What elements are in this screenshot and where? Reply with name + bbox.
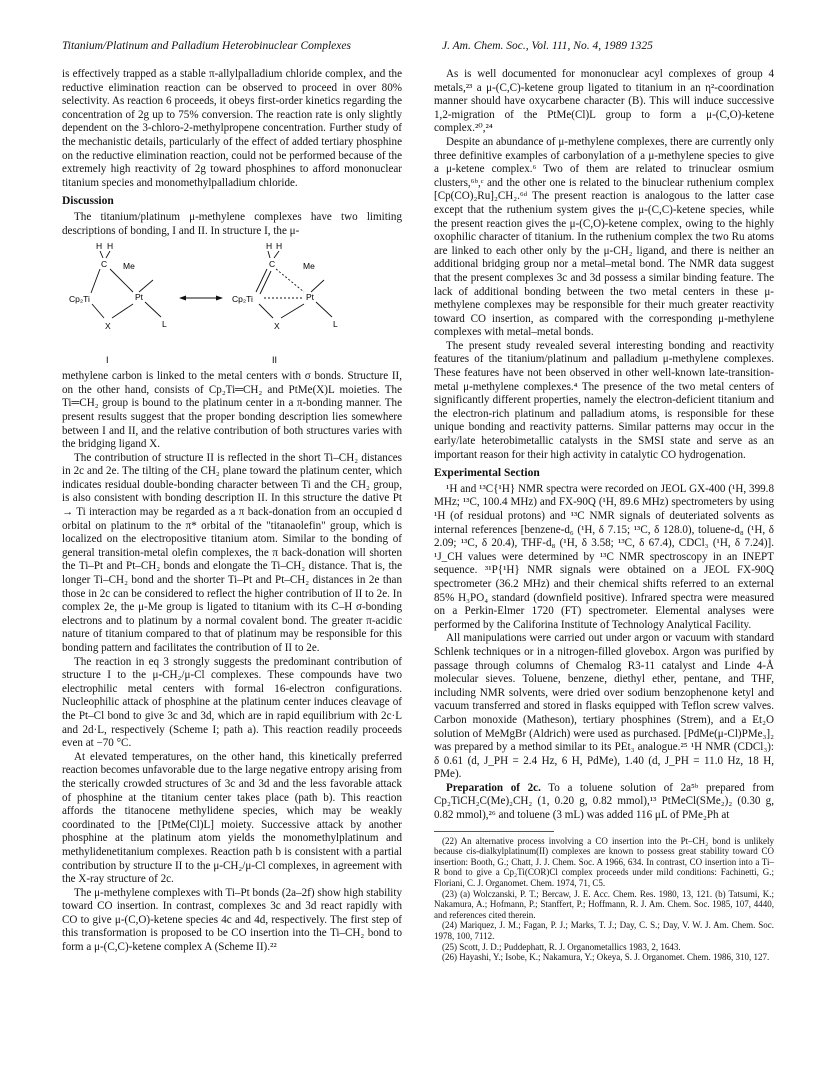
footnote: (24) Mariquez, J. M.; Fagan, P. J.; Marks, T. J.; Day, C. S.; Day, V. W. J. Am. Chem. Soc. 1978, 100, 7112. xyxy=(434,920,774,941)
l-ligand-label: L xyxy=(162,319,167,330)
double-bond-line xyxy=(260,271,271,294)
cp2ti-label: Cp₂Ti xyxy=(232,294,253,305)
methyl-label: Me xyxy=(123,261,135,272)
structures-svg xyxy=(62,240,402,368)
paragraph-preparation-2c xyxy=(434,782,774,823)
cp2ti-label: Cp₂Ti xyxy=(69,294,90,305)
structure-label: II xyxy=(272,355,278,366)
hydrogen-label: H xyxy=(266,241,273,252)
footnote: (22) An alternative process involving a CO insertion into the Pt–CH₂ bond is unlikely because cis-dialkylplatinum(II) complexes are known to possess great stability toward CO insertion: Booth, G.; Chatt, J. J. Chem. Soc. A 1966, 634. In contrast, CO insertion into a Ti–R bond to give a Cp₂Ti(COR)Cl complex proceeds under mild conditions: Fachinetti, G.; Floriani, C. J. Organomet. Chem. 1974, 71, C5. xyxy=(434,835,774,889)
carbon-label: C xyxy=(269,259,276,270)
right-column xyxy=(434,68,774,963)
footnote-divider xyxy=(434,831,554,832)
hydrogen-label: H xyxy=(96,241,103,252)
footnote: (23) (a) Wolczanski, P. T.; Bercaw, J. E. Acc. Chem. Res. 1980, 13, 121. (b) Tatsumi, K.; Nakamura, A.; Hofmann, P.; Stanffert, P.; Hoffmann, R. J. Am. Chem. Soc. 1985, 107, 4440, and references cited therein. xyxy=(434,888,774,920)
bond-line xyxy=(274,251,279,258)
paragraph: The titanium/platinum μ-methylene complexes have two limiting descriptions of bonding, I and II. In structure I, the μ- xyxy=(62,210,402,237)
paragraph: The present study revealed several interesting bonding and reactivity features of the titanium/platinum and palladium μ-methylene complexes. These features have not been observed in other well-known late-transition-metal μ-methylene complexes.⁴ The presence of the two metal centers of significantly different properties, namely the electron-deficient titanium and the electron-rich platinum and palladium atoms, is responsible for these unique bonding and reactivity patterns. Similar patterns may occur in the early/late heterobimetallic catalysts in the SMSI state and serve as an important reason for their high activity in catalytic CO hydrogenation. xyxy=(434,339,774,461)
carbon-label: C xyxy=(101,259,108,270)
bond-line xyxy=(112,304,133,318)
hydrogen-label: H xyxy=(107,241,114,252)
l-ligand-label: L xyxy=(333,319,338,330)
x-ligand-label: X xyxy=(105,321,111,332)
footnote: (26) Hayashi, Y.; Isobe, K.; Nakamura, Y.; Okeya, S. J. Organomet. Chem. 1986, 310, 127. xyxy=(442,952,770,963)
footnote: (25) Scott, J. D.; Puddephatt, R. J. Organometallics 1983, 2, 1643. xyxy=(442,941,681,952)
methyl-label: Me xyxy=(303,261,315,272)
double-bond-line xyxy=(256,269,267,292)
x-ligand-label: X xyxy=(274,321,280,332)
section-heading-experimental: Experimental Section xyxy=(434,467,540,480)
running-header-right: J. Am. Chem. Soc., Vol. 111, No. 4, 1989 1325 xyxy=(442,40,653,52)
paragraph: As is well documented for mononuclear acyl complexes of group 4 metals,²³ a μ-(C,C)-ketene group ligated to titanium in an η²-coordination manner should have oxycarbene character (B). This will induce successive 1,2-migration of the PtMe(Cl)L group to form a μ-(C,O)-ketene complex.²⁰,²⁴ xyxy=(434,68,774,135)
running-header-left: Titanium/Platinum and Palladium Heterobinuclear Complexes xyxy=(62,40,351,52)
paragraph: The contribution of structure II is reflected in the short Ti–CH₂ distances in 2c and 2e. The tilting of the CH₂ plane toward the platinum center, which indicates residual double-bonding character between Ti and the CH₂ group, is also consistent with bonding description II. In this structure the dative Pt → Ti interaction may be regarded as a π back-donation from an occupied d orbital on platinum to the π* orbital of the "titanaolefin" group, which is localized on the electropositive titanium atom. Similar to the bonding of general transition-metal olefin complexes, the π back-donation will shorten the Ti–Pt and Pt–CH₂ bonds and elongate the Ti–CH₂ distance. That is, the longer Ti–CH₂ bond and the shorter Ti–Pt and Pt–CH₂ distances in 2e than those in 2c can be considered to reflect the higher contribution of II to 2e. In complex 2e, the μ-Me group is ligated to titanium with its C–H σ-bonding electrons and to platinum by a normal covalent bond. The greater π-acidic nature of titanium compared to that of platinum may be responsible for this bonding pattern and facilitates the contribution of II to 2e. xyxy=(62,451,402,654)
dashed-bond-line xyxy=(276,269,304,292)
bond-line xyxy=(106,251,110,258)
resonance-arrow xyxy=(179,296,223,301)
platinum-label: Pt xyxy=(135,292,144,303)
bond-line xyxy=(268,251,270,258)
structure-label: I xyxy=(106,355,109,366)
bond-line xyxy=(139,280,153,292)
structure-I xyxy=(69,241,167,365)
footnotes xyxy=(434,836,774,963)
bond-line xyxy=(100,251,103,258)
paragraph: ¹H and ¹³C{¹H} NMR spectra were recorded on JEOL GX-400 (¹H, 399.8 MHz; ¹³C, 100.4 MHz) and FX-90Q (¹H, 89.6 MHz) spectrometers by using ¹H (of residual protons) and ¹³C NMR signals of deuteriated solvents as internal references [benzene-d₆ (¹H, δ 7.15; ¹³C, δ 128.0), toluene-d₈ (¹H, δ 2.09; ¹³C, δ 20.4), THF-d₈ (¹H, δ 3.58; ¹³C, δ 67.4), CDCl₃ (¹H, δ 7.24)]. ¹J_CH values were determined by ¹³C NMR spectroscopy in an INEPT sequence. ³¹P{¹H} NMR signals were obtained on a JEOL FX-90Q spectrometer (36.2 MHz) and their chemical shifts referred to an external 85% H₃PO₄ standard (downfield positive). Infrared spectra were measured on a Perkin-Elmer 1720 (FT) spectrometer. Elemental analyses were performed by the Califorina Institute of Technology Analytical Facility. xyxy=(434,482,774,631)
paragraph: The reaction in eq 3 strongly suggests the predominant contribution of structure I to the μ-CH₂/μ-Cl complexes. These compounds have two electrophilic metal centers with formal 16-electron configurations. Nucleophilic attack of phosphine at the platinum center induces cleavage of the Pt–Cl bond to give 3c and 3d, which are in rapid equilibrium with 2c·L and 2d·L, respectively (Scheme I; path a). This reaction readily proceeds even at −70 °C. xyxy=(62,655,402,750)
bond-line xyxy=(92,304,104,318)
structure-II xyxy=(232,241,338,365)
bond-line xyxy=(259,304,273,318)
bonding-structures-diagram xyxy=(62,240,402,368)
paragraph: At elevated temperatures, on the other hand, this kinetically preferred reaction becomes unfavorable due to the large negative entropy arising from the sterically crowded structures of 3c and 3d and the less favorable attack of phosphine at the titanium center takes place (path b). This reaction affords the titanocene methylidene species, which may be weakly coordinated to the [PtMe(Cl)L] moiety. Successive attack by another phosphine at the platinum atom yields the monomethylplatinum and methylidenetitanium complexes. Reaction path b is consistent with a partial contribution by structure II to the μ-CH₂/μ-Cl complexes, in agreement with the X-ray structure of 2c. xyxy=(62,750,402,886)
bond-line xyxy=(145,302,161,317)
run-in-heading: Preparation of 2c. xyxy=(446,781,541,794)
paragraph-text: To a toluene solution of 2a⁵ᵇ prepared from Cp₂TiCH₂C(Me)₂CH₂ (1, 0.20 g, 0.82 mmol),¹³ PtMeCl(SMe₂)₂ (0.30 g, 0.82 mmol),²⁶ and toluene (3 mL) was added 116 μL of PMe₂Ph at xyxy=(434,781,774,822)
bond-line xyxy=(110,269,133,292)
paragraph: All manipulations were carried out under argon or vacuum with standard Schlenk techniques or in a nitrogen-filled glovebox. Argon was purified by passage through columns of Chemalog R3-11 catalyst and Linde 4-Å molecular sieves. Toluene, benzene, diethyl ether, pentane, and THF, including NMR solvents, were dried over sodium benzophenone ketyl and vacuum transferred and stored in flasks equipped with Teflon screw valves. Carbon monoxide (Matheson), tertiary phosphines (Strem), and a Et₂O solution of MeMgBr (Aldrich) were used as purchased. [PdMe(μ-Cl)PMe₃]₂ was prepared by a method similar to its PEt₃ analogue.²⁵ ¹H NMR (CDCl₃): δ 0.61 (d, J_PH = 2.4 Hz, 6 H, PdMe), 1.40 (d, J_PH = 11.0 Hz, 18 H, PMe). xyxy=(434,632,774,781)
bond-line xyxy=(316,302,332,317)
section-heading-discussion: Discussion xyxy=(62,195,114,208)
paragraph: is effectively trapped as a stable π-allylpalladium chloride complex, and the reductive elimination reaction can be observed to proceed in over 80% selectivity. As reaction 6 proceeds, it obeys first-order kinetics regarding the concentration of 2g up to 75% conversion. The reaction rate is only slightly dependent on the 3-chloro-2-methylpropene concentration. Further study of the mechanistic details, particularly of the effect of added tertiary phosphine on the reductive elimination reaction, could not be performed because of the extremely high reactivity of 2g toward phosphines to afford mononuclear titanium species and monomethylpalladium chloride. xyxy=(62,68,402,189)
left-column xyxy=(62,68,402,955)
hydrogen-label: H xyxy=(276,241,283,252)
paragraph: methylene carbon is linked to the metal centers with σ bonds. Structure II, on the other hand, consists of Cp₂Ti═CH₂ and PtMe(X)L moieties. The Ti═CH₂ group is bound to the platinum center in a π-bonding manner. The present results suggest that the proper bonding description lies somewhere between I and II, and the relative contribution of both structures varies with the bridging ligand X. xyxy=(62,370,402,451)
bond-line xyxy=(281,304,304,318)
bond-line xyxy=(311,280,324,292)
bond-line xyxy=(91,269,100,293)
paragraph: Despite an abundance of μ-methylene complexes, there are currently only three definitive examples of carbonylation of a μ-methylene species to give a μ-ketene complex.⁶ Two of them are related to trinuclear osmium clusters,⁶ᵇ,ᶜ and the other one is related to the binuclear ruthenium complex [Cp(CO)₂Ru]₂CH₂.⁶ᵈ The present reaction is analogous to the latter case except that the ruthenium system gives the μ-(C,C)-ketene species, while the present reaction gives the μ-(C,O)-ketene complex, owing to the highly oxophilic character of titanium. In the ruthenium complex the two Ru atoms are linked to each other only by the μ-CH₂ ligand, and there is neither an additional bridging group nor a metal–metal bond. The NMR data suggest that the present complexes 3c and 3d possess a similar binding feature. The lack of additional bonding between the two metal centers in these μ-methylene complexes may be responsible for their much greater reactivity toward CO insertion, as compared with the corresponding μ-methylene complexes with metal–metal bonds. xyxy=(434,135,774,339)
paragraph: The μ-methylene complexes with Ti–Pt bonds (2a–2f) show high stability toward CO insertion. In contrast, complexes 3c and 3d react rapidly with CO to give μ-(C,O)-ketene species 4c and 4d, respectively. The first step of this transformation is proposed to be CO insertion into the Ti–CH₂ bond to form a μ-(C,C)-ketene complex A (Scheme II).²² xyxy=(62,886,402,954)
platinum-label: Pt xyxy=(306,292,315,303)
